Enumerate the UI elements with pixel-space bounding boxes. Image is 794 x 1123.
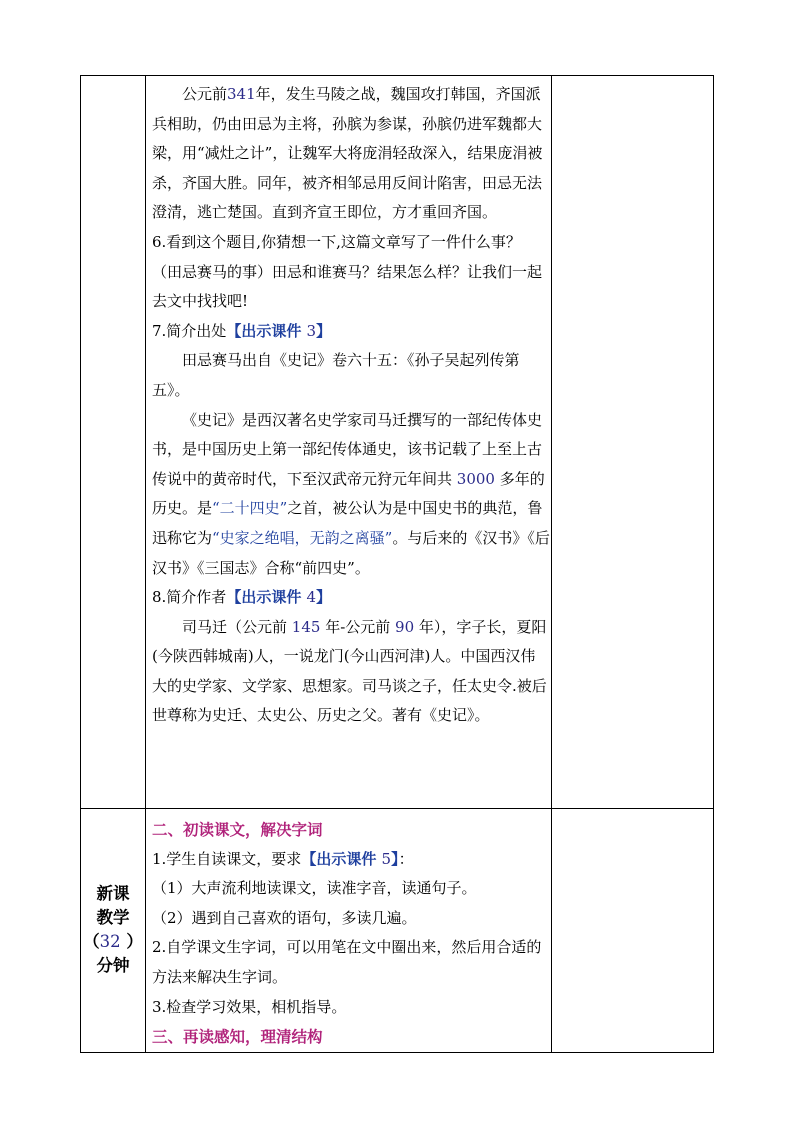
content-cell — [146, 809, 552, 1053]
lesson-plan-table — [80, 75, 714, 1053]
list-item: 2.自学课文生字词，可以用笔在文中圈出来，然后用合适的方法来解决生字词。 — [152, 938, 542, 986]
content-cell — [146, 76, 552, 809]
paragraph-source: 田忌赛马出自《史记》卷六十五：《孙子吴起列传第五》。 — [152, 351, 520, 399]
table-row — [81, 76, 714, 809]
paragraph-guess-topic: 6.看到这个题目,你猜想一下,这篇文章写了一件什么事？（田忌赛马的事）田忌和谁赛马？结果怎么样？让我们一起去文中找找吧! — [152, 232, 543, 311]
notes-cell — [552, 809, 714, 1053]
section-heading-first-reading: 二、初读课文，解决字词 — [152, 820, 323, 839]
stage-label: 新课 教学 （32 ） 分钟 — [83, 884, 143, 975]
paragraph-shiji: 《史记》是西汉著名史学家司马迁撰写的一部纪传体史书，是中国历史上第一部纪传体通史，该书记载了上至上古传说中的黄帝时代，下至汉武帝元狩元年间共 3000 多年的历史。是“二十四史”之首，被公认为是中国史书的典范，鲁迅称它为“史家之绝唱，无韵之离骚”。与后来的《汉书》《后汉书》《三国志》合称“前四史”。 — [152, 410, 550, 577]
stage-label-cell — [81, 76, 146, 809]
list-item: （2）遇到自己喜欢的语句，多读几遍。 — [152, 908, 417, 927]
list-item: 1.学生自读课文，要求【出示课件 5】： — [152, 849, 414, 868]
paragraph-author-title: 8.简介作者【出示课件 4】 — [152, 588, 332, 607]
lesson-plan-page — [80, 75, 714, 1053]
table-row — [81, 809, 714, 1053]
paragraph-source-title: 7.简介出处【出示课件 3】 — [152, 321, 332, 340]
paragraph-author: 司马迁（公元前 145 年-公元前 90 年），字子长，夏阳(今陕西韩城南)人，一说龙门(今山西河津)人。中国西汉伟大的史学家、文学家、思想家。司马谈之子，任太史令.被后世尊称为史迁、太史公、历史之父。著有《史记》。 — [152, 617, 547, 725]
list-item: （1）大声流利地读课文，读准字音，读通句子。 — [152, 879, 477, 898]
paragraph-maling-battle: 公元前341年，发生马陵之战，魏国攻打韩国，齐国派兵相助，仍由田忌为主将，孙膑为参谋，孙膑仍进军魏都大梁，用“减灶之计”，让魏军大将庞涓轻敌深入，结果庞涓被杀，齐国大胜。同年，被齐相邹忌用反间计陷害，田忌无法澄清，逃亡楚国。直到齐宣王即位，方才重回齐国。 — [152, 85, 543, 222]
list-item: 3.检查学习效果，相机指导。 — [152, 997, 347, 1016]
notes-cell — [552, 76, 714, 809]
section-heading-second-reading: 三、再读感知，理清结构 — [152, 1027, 323, 1047]
stage-label-cell — [81, 809, 146, 1053]
